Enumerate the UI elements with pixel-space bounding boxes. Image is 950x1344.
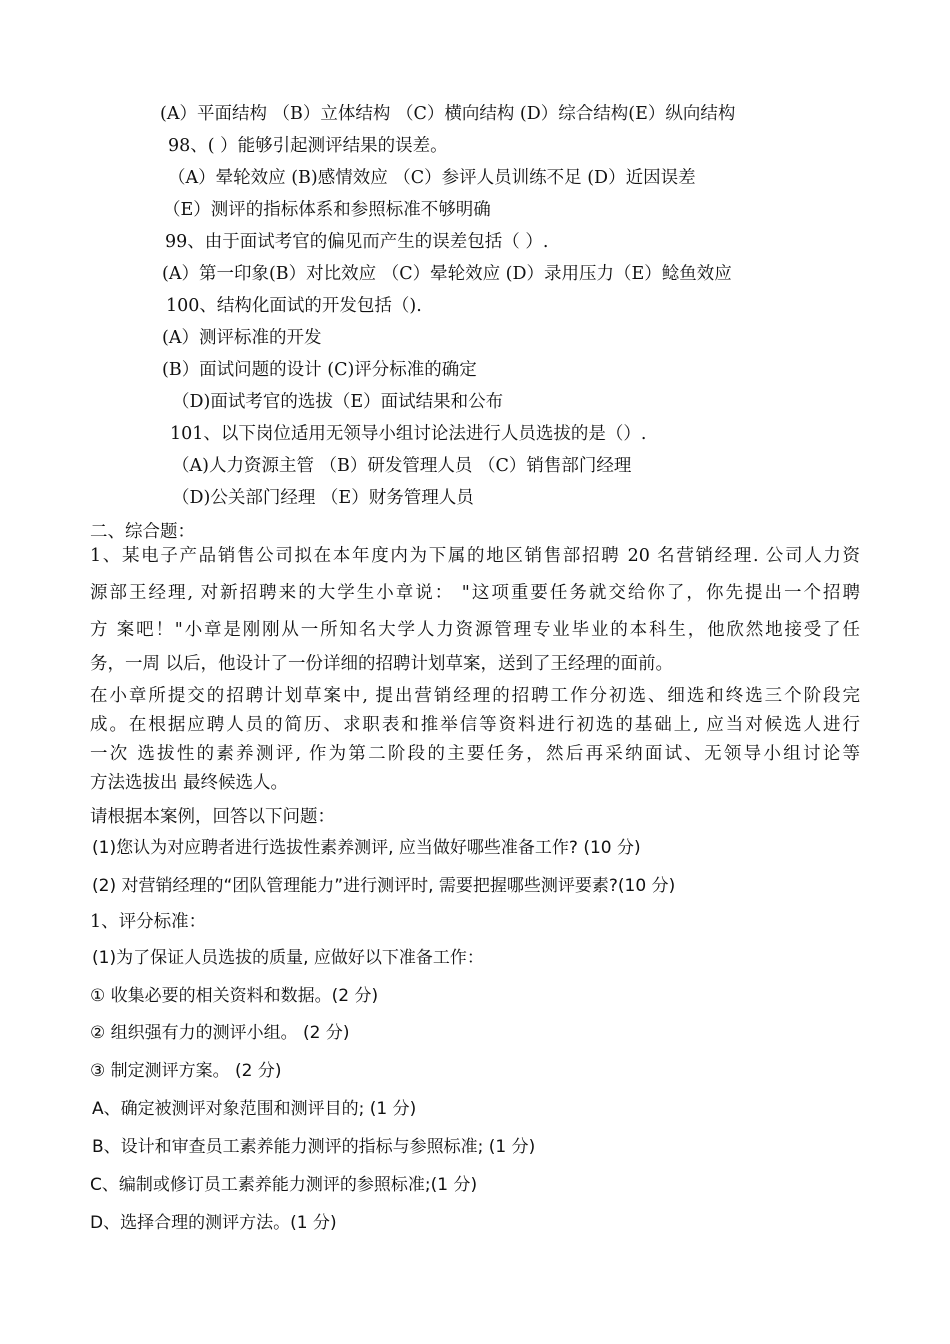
case-para1-line3: 方 案吧！"小章是刚刚从一所知名大学人力资源管理专业毕业的本科生，他欣然地接受了任 [90,620,860,640]
q98-stem: 98、( ）能够引起测评结果的误差。 [168,136,448,156]
answer-intro: (1)为了保证人员选拔的质量, 应做好以下准备工作： [92,948,484,968]
answer-item-2: ② 组织强有力的测评小组。 (2 分) [90,1023,350,1043]
case-para2-line1: 在小章所提交的招聘计划草案中, 提出营销经理的招聘工作分初选、细选和终选三个阶段完 [90,686,860,706]
case-question-2: (2) 对营销经理的“团队管理能力”进行测评时, 需要把握哪些测评要素?(10 分) [92,876,676,896]
q101-options-2: （D)公关部门经理 （E）财务管理人员 [172,488,474,508]
q101-options-1: （A)人力资源主管 （B）研发管理人员 （C）销售部门经理 [172,456,632,476]
q97-options: (A）平面结构 （B）立体结构 （C）横向结构 (D）综合结构(E）纵向结构 [160,104,736,124]
case-prompt: 请根据本案例，回答以下问题： [90,807,335,827]
case-question-1: (1)您认为对应聘者进行选拔性素养测评, 应当做好哪些准备工作? (10 分) [92,838,641,858]
answer-title: 1、评分标准： [90,912,207,932]
q98-options-2: （E）测评的指标体系和参照标准不够明确 [163,200,491,220]
case-para1-line2: 源部王经理, 对新招聘来的大学生小章说： "这项重要任务就交给你了，你先提出一个招聘 [90,583,860,603]
answer-item-1: ① 收集必要的相关资料和数据。(2 分) [90,986,379,1006]
case-para1-line4: 务，一周 以后，他设计了一份详细的招聘计划草案，送到了王经理的面前。 [90,654,674,674]
case-para1-line1: 1、某电子产品销售公司拟在本年度内为下属的地区销售部招聘 20 名营销经理. 公司人力资 [90,546,860,566]
q101-stem: 101、以下岗位适用无领导小组讨论法进行人员选拔的是（）. [170,424,647,444]
q100-option-a: (A）测评标准的开发 [162,328,322,348]
q98-options-1: （A）晕轮效应 (B)感情效应 （C）参评人员训练不足 (D）近因误差 [168,168,696,188]
case-para2-line3: 一次 选拔性的素养测评, 作为第二阶段的主要任务，然后再采纳面试、无领导小组讨论等 [90,744,860,764]
answer-item-b: B、设计和审查员工素养能力测评的指标与参照标准; (1 分) [92,1137,536,1157]
answer-item-d: D、选择合理的测评方法。(1 分) [90,1213,337,1233]
case-para2-line2: 成。在根据应聘人员的简历、求职表和推举信等资料进行初选的基础上, 应当对候选人进行 [90,715,860,735]
case-para2-line4: 方法选拔出 最终候选人。 [90,773,289,793]
answer-item-a: A、确定被测评对象范围和测评目的; (1 分) [92,1099,417,1119]
q99-options: (A）第一印象(B）对比效应 （C）晕轮效应 (D）录用压力（E）鲶鱼效应 [162,264,732,284]
q100-stem: 100、结构化面试的开发包括（). [166,296,422,316]
answer-item-c: C、编制或修订员工素养能力测评的参照标准;(1 分) [90,1175,478,1195]
section-title: 二、综合题： [90,522,195,542]
answer-item-3: ③ 制定测评方案。 (2 分) [90,1061,282,1081]
q99-stem: 99、由于面试考官的偏见而产生的误差包括（ ）. [165,232,549,252]
q100-option-bc: (B）面试问题的设计 (C)评分标准的确定 [162,360,477,380]
q100-option-de: （D)面试考官的选拔（E）面试结果和公布 [172,392,504,412]
